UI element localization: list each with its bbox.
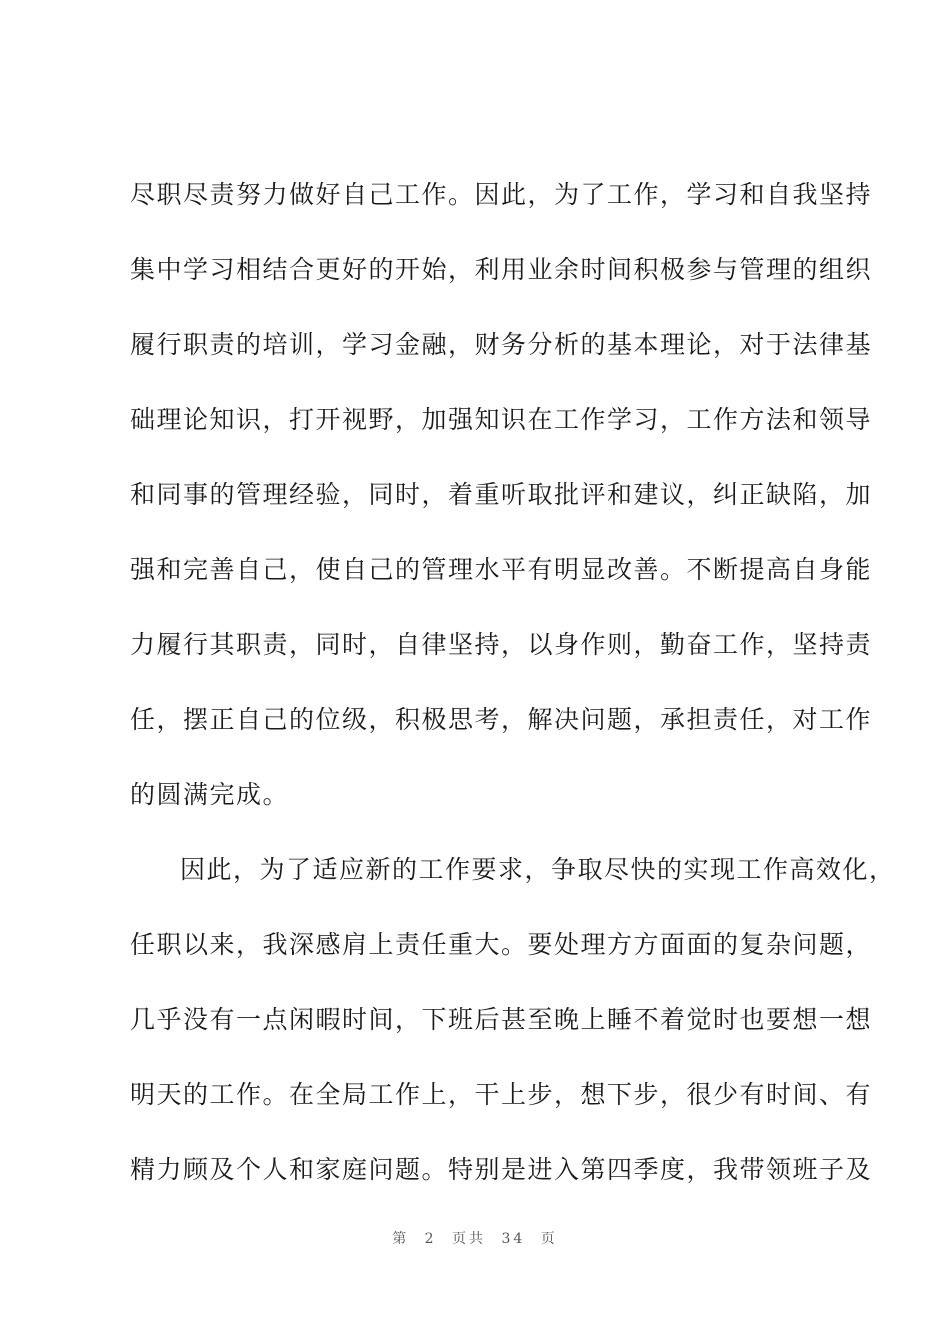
text-line-3: 履行职责的培训，学习金融，财务分析的基本理论，对于法律基 [130,330,873,359]
paragraph-2-first-line: 因此，为了适应新的工作要求，争取尽快的实现工作高效化， [180,855,896,884]
text-line-1: 尽职尽责努力做好自己工作。因此，为了工作，学习和自我坚持 [130,180,873,209]
text-line-14: 精力顾及个人和家庭问题。特别是进入第四季度，我带领班子及 [130,1155,873,1184]
text-line-2: 集中学习相结合更好的开始，利用业余时间积极参与管理的组织 [130,255,873,284]
text-line-13: 明天的工作。在全局工作上，干上步，想下步，很少有时间、有 [130,1080,873,1109]
text-line-5: 和同事的管理经验，同时，着重听取批评和建议，纠正缺陷，加 [130,480,873,509]
text-line-4: 础理论知识，打开视野，加强知识在工作学习，工作方法和领导 [130,405,873,434]
page-number-footer: 第 2 页共 34 页 [392,1231,558,1247]
text-line-9: 的圆满完成。 [130,780,290,809]
text-line-7: 力履行其职责，同时，自律坚持，以身作则，勤奋工作，坚持责 [130,630,873,659]
text-line-6: 强和完善自己，使自己的管理水平有明显改善。不断提高自身能 [130,555,873,584]
text-line-11: 任职以来，我深感肩上责任重大。要处理方方面面的复杂问题， [130,930,873,959]
text-line-12: 几乎没有一点闲暇时间，下班后甚至晚上睡不着觉时也要想一想 [130,1005,873,1034]
text-line-8: 任，摆正自己的位级，积极思考，解决问题，承担责任，对工作 [130,705,873,734]
